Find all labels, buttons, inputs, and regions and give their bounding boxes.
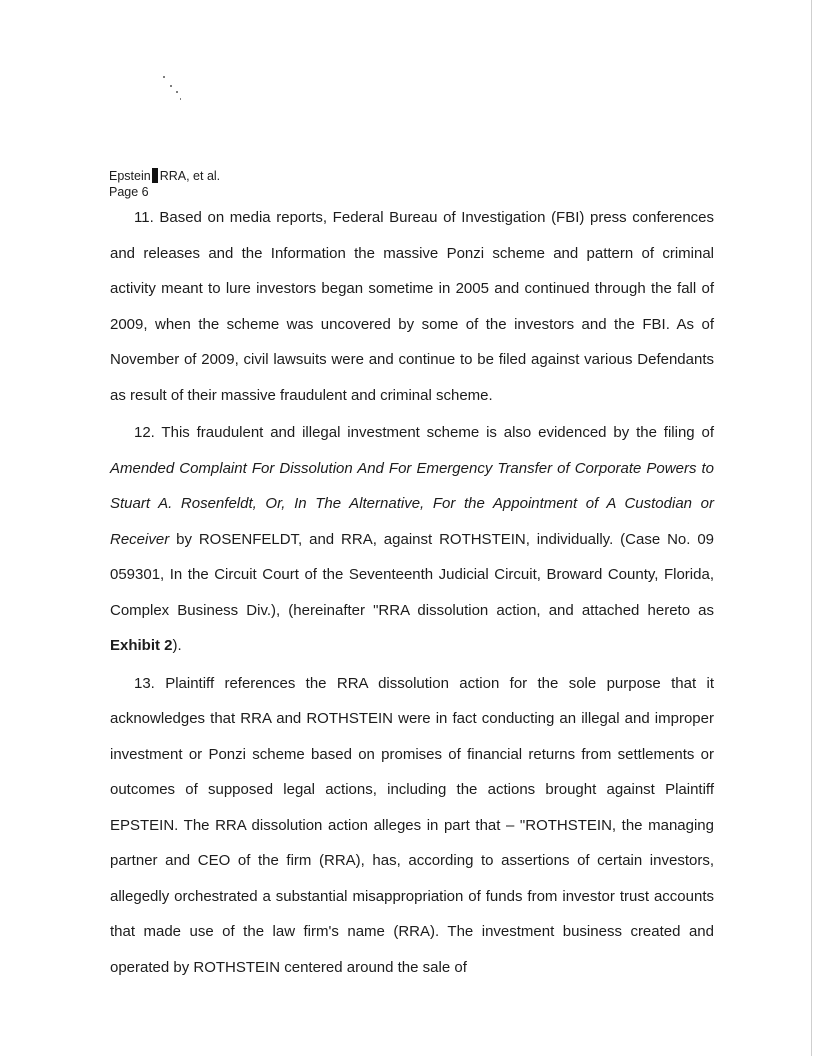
paragraph-13: 13. Plaintiff references the RRA dissolution action for the sole purpose that it acknowledges that RRA and ROTHSTEIN were in fact conducting an illegal and improper investment or Ponzi scheme based on promises of financial returns from settlements or outcomes of supposed legal actions, including the actions brought against Plaintiff EPSTEIN. The RRA dissolution action alleges in part that – "ROTHSTEIN, the managing partner and CEO of the firm (RRA), has, according to assertions of certain investors, allegedly orchestrated a substantial misappropriation of funds from investor trust accounts that made use of the law firm's name (RRA). The investment business created and operated by ROTHSTEIN centered around the sale of <box>110 674 714 976</box>
scan-speck <box>180 98 181 100</box>
paragraph-12-complaint-title: Amended Complaint For Dissolution And For Emergency Transfer of Corporate Powers to Stuart A. Rosenfeldt, Or, In The Alternative, For the Appointment of A Custodian or Receiver <box>110 459 714 548</box>
scan-speck <box>170 85 172 87</box>
paragraph-12-body: by ROSENFELDT, and RRA, against ROTHSTEIN, individually. (Case No. 09 059301, In the Circuit Court of the Seventeenth Judicial Circuit, Broward County, Florida, Complex Business Div.), (hereinafter "RRA dissolution action, and attached hereto as <box>110 530 714 619</box>
document-body <box>110 200 714 987</box>
exhibit-reference: Exhibit 2 <box>110 637 173 654</box>
paragraph-12 <box>110 415 714 664</box>
caption-plaintiff: Epstein <box>109 169 151 183</box>
redaction-mark <box>152 168 158 183</box>
case-caption <box>109 168 220 184</box>
scan-speck <box>176 91 178 93</box>
scan-speck <box>163 76 165 78</box>
paragraph-12-intro: 12. This fraudulent and illegal investment scheme is also evidenced by the filing of <box>134 424 714 441</box>
page-edge <box>811 0 812 1056</box>
page-header <box>109 168 220 200</box>
paragraph-12-end: ). <box>172 637 182 654</box>
caption-defendant: RRA, et al. <box>159 169 221 183</box>
page-number: Page 6 <box>109 185 149 199</box>
paragraph-11: 11. Based on media reports, Federal Bureau of Investigation (FBI) press conferences and releases and the Information the massive Ponzi scheme and pattern of criminal activity meant to lure investors began sometime in 2005 and continued through the fall of 2009, when the scheme was uncovered by some of the investors and the FBI. As of November of 2009, civil lawsuits were and continue to be filed against various Defendants as result of their massive fraudulent and criminal scheme. <box>110 209 714 404</box>
